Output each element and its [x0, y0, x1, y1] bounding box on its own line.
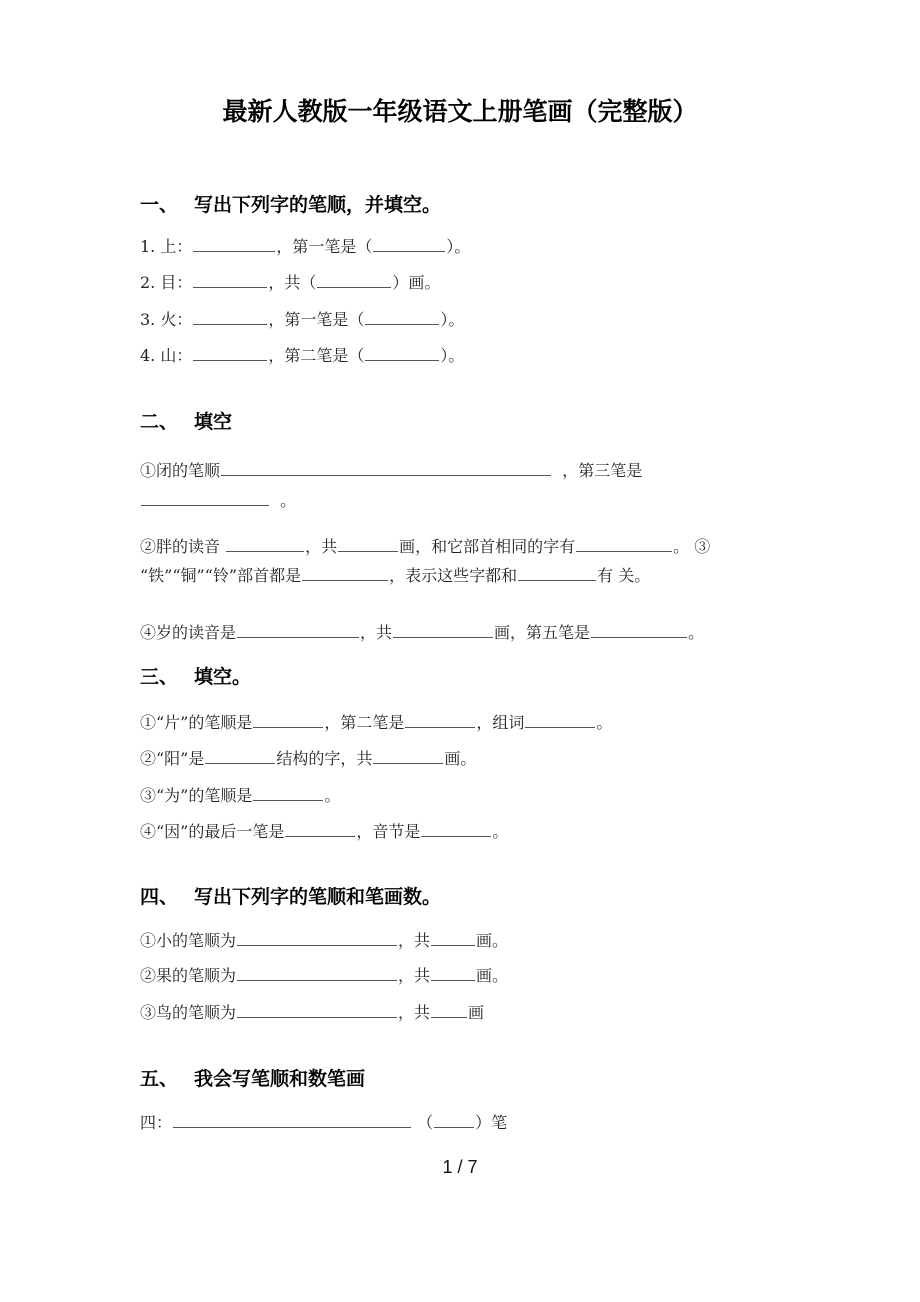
answer-blank[interactable]	[365, 309, 439, 325]
section-1-heading	[140, 190, 441, 217]
section-number: 二、	[140, 411, 179, 433]
question-row	[140, 345, 464, 366]
answer-blank[interactable]	[365, 345, 439, 361]
question-row	[140, 748, 476, 769]
question-row	[140, 785, 340, 806]
answer-blank[interactable]	[421, 821, 491, 837]
answer-blank[interactable]	[373, 748, 443, 764]
question-row	[140, 1002, 484, 1023]
question-label: ④岁的读音是	[140, 623, 237, 642]
question-text: ）画。	[392, 273, 441, 292]
question-text: 有 关。	[597, 566, 651, 585]
question-text: （	[417, 1113, 434, 1132]
question-label: 4. 山：	[140, 346, 193, 365]
question-row	[140, 622, 704, 643]
question-row-continued	[140, 490, 296, 511]
question-text: 结构的字，共	[276, 749, 373, 768]
question-label: ①“片”的笔顺是	[140, 713, 253, 732]
question-text: 画	[468, 1003, 485, 1022]
answer-blank[interactable]	[221, 460, 551, 476]
answer-blank[interactable]	[285, 821, 355, 837]
answer-blank[interactable]	[373, 236, 445, 252]
answer-blank[interactable]	[302, 565, 388, 581]
question-label: “铁”“铜”“铃”部首都是	[140, 566, 302, 585]
question-text: ，表示这些字都和	[389, 566, 518, 585]
question-text: ，共	[360, 623, 393, 642]
answer-blank[interactable]	[576, 536, 672, 552]
question-text: 。 ③	[673, 537, 711, 556]
answer-blank[interactable]	[434, 1112, 474, 1128]
question-label: ③鸟的笔顺为	[140, 1003, 237, 1022]
page-indicator: 1 / 7	[442, 1157, 478, 1177]
document-title: 最新人教版一年级语文上册笔画（完整版）	[222, 97, 698, 126]
answer-blank[interactable]	[253, 712, 323, 728]
answer-blank[interactable]	[237, 930, 397, 946]
question-label: ②果的笔顺为	[140, 966, 237, 985]
answer-blank[interactable]	[193, 272, 267, 288]
section-title: 填空。	[194, 666, 252, 688]
question-text: ，组词	[476, 713, 525, 732]
answer-blank[interactable]	[237, 622, 359, 638]
answer-blank[interactable]	[141, 490, 269, 506]
answer-blank[interactable]	[431, 1002, 467, 1018]
question-row	[140, 272, 440, 293]
answer-blank[interactable]	[237, 965, 397, 981]
question-text: ，第二笔是	[324, 713, 405, 732]
question-row	[140, 536, 710, 557]
section-4-heading	[140, 882, 441, 909]
question-row	[140, 236, 470, 257]
question-text: ，共	[305, 537, 338, 556]
question-row	[140, 965, 508, 986]
question-label: ①小的笔顺为	[140, 931, 237, 950]
answer-blank[interactable]	[405, 712, 475, 728]
question-text: ，音节是	[356, 822, 421, 841]
answer-blank[interactable]	[518, 565, 596, 581]
question-text: 画，和它部首相同的字有	[399, 537, 576, 556]
question-text: ，第三笔是	[562, 461, 643, 480]
question-label: 3. 火：	[140, 310, 193, 329]
question-text: ）。	[440, 346, 465, 365]
question-label: ②“阳”是	[140, 749, 205, 768]
question-text: 画。	[476, 966, 509, 985]
question-row	[140, 930, 508, 951]
section-title: 写出下列字的笔顺，并填空。	[194, 194, 442, 216]
answer-blank[interactable]	[525, 712, 595, 728]
question-text: ，共	[398, 931, 431, 950]
question-label: 2. 目：	[140, 273, 193, 292]
answer-blank[interactable]	[205, 748, 275, 764]
answer-blank[interactable]	[237, 1002, 397, 1018]
question-label: ②胖的读音	[140, 537, 221, 556]
answer-blank[interactable]	[431, 930, 475, 946]
question-text: ）。	[440, 310, 465, 329]
question-text: ，共	[398, 1003, 431, 1022]
section-number: 三、	[140, 666, 179, 688]
answer-blank[interactable]	[338, 536, 398, 552]
question-text: ，共（	[268, 273, 317, 292]
section-2-heading	[140, 407, 232, 434]
question-text: ，第一笔是（	[268, 310, 365, 329]
question-label: ①闭的笔顺	[140, 461, 221, 480]
question-row	[140, 712, 612, 733]
question-label: 1. 上：	[140, 237, 193, 256]
section-number: 一、	[140, 194, 179, 216]
answer-blank[interactable]	[193, 309, 267, 325]
question-text: 。	[280, 491, 297, 510]
question-label: 四：	[140, 1113, 173, 1132]
answer-blank[interactable]	[393, 622, 493, 638]
answer-blank[interactable]	[226, 536, 304, 552]
question-row	[140, 309, 464, 330]
answer-blank[interactable]	[193, 236, 275, 252]
section-3-heading	[140, 662, 251, 689]
section-number: 四、	[140, 886, 179, 908]
section-title: 我会写笔顺和数笔画	[194, 1068, 366, 1090]
answer-blank[interactable]	[173, 1112, 411, 1128]
section-title: 写出下列字的笔顺和笔画数。	[194, 886, 442, 908]
section-number: 五、	[140, 1068, 179, 1090]
answer-blank[interactable]	[317, 272, 391, 288]
question-row	[140, 565, 650, 586]
question-text: ）。	[446, 237, 471, 256]
question-text: ，第一笔是（	[276, 237, 373, 256]
answer-blank[interactable]	[253, 785, 323, 801]
question-row	[140, 821, 508, 842]
answer-blank[interactable]	[591, 622, 687, 638]
answer-blank[interactable]	[193, 345, 267, 361]
question-label: ③“为”的笔顺是	[140, 786, 253, 805]
question-text: ，第二笔是（	[268, 346, 365, 365]
answer-blank[interactable]	[431, 965, 475, 981]
question-text: 。	[596, 713, 613, 732]
question-text: 画。	[476, 931, 509, 950]
question-text: ，共	[398, 966, 431, 985]
section-5-heading	[140, 1064, 365, 1091]
question-row	[140, 1112, 507, 1133]
question-text: 画，第五笔是	[494, 623, 591, 642]
question-text: 画。	[444, 749, 477, 768]
question-text: 。	[688, 623, 705, 642]
question-label: ④“因”的最后一笔是	[140, 822, 285, 841]
question-row	[140, 460, 642, 481]
section-title: 填空	[194, 411, 233, 433]
question-text: ）笔	[475, 1113, 508, 1132]
question-text: 。	[324, 786, 341, 805]
question-text: 。	[492, 822, 509, 841]
